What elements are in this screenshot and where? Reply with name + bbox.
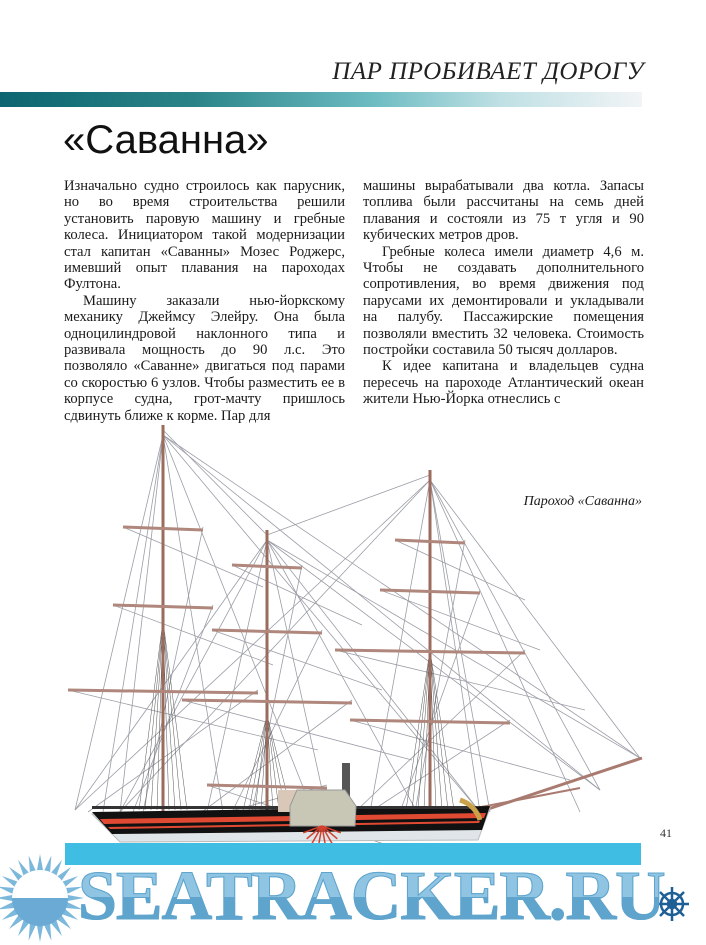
shroud [151,620,163,810]
shroud [412,650,430,810]
shroud [418,650,430,810]
yard [232,565,302,568]
sun-ray [37,924,44,942]
yard [182,700,352,703]
paragraph: Изначально судно строилось как парусник, но во время строительства решили установить паровую машину и гребные колеса. Инициатором такой модернизации стал капитан «Саванны» Мозес Роджерс, имевший опыт плавания на пароходах Фултона. [64,178,345,293]
yard [395,540,465,543]
shroud [145,620,163,810]
yard [207,785,327,788]
yard [212,630,322,633]
page-number: 41 [660,826,672,840]
paragraph: К идее капитана и владельцев судна пересечь на пароходе Атлантический океан жители Нью-Йорка отнеслись с [363,358,644,408]
section-title: ПАР ПРОБИВАЕТ ДОРОГУ [332,58,644,85]
figure-caption: Пароход «Саванна» [523,494,642,509]
watermark-text: SEATRACKER.RU [78,858,665,935]
yard [350,720,510,723]
shroud [163,620,187,810]
bowsprit [470,758,642,815]
paddle-box [290,790,356,826]
shroud [406,650,430,810]
paragraph: Машину заказали нью-йоркскому механику Джеймсу Элейру. Она была одноцилиндровой наклонного типа и развивала мощность до 90 л.с. Это позволяло «Саванне» двигаться под парами со скоростью 6 узлов. Чтобы разместить ее в корпусе судна, грот-мачту пришлось сдвинуть ближе к корме. Пар для [64,292,345,424]
yard [113,605,213,608]
paragraph: Гребные колеса имели диаметр 4,6 м. Чтобы не создавать дополнительного сопротивления, во время движения под парусами их демонтировали и укладывали на палубу. Пассажирские помещения позволяли вместить 32 человека. Стоимость постройки составила 50 тысяч долларов. [363,243,644,359]
rigging [68,430,640,845]
paragraph: машины вырабатывали два котла. Запасы топлива были рассчитаны на семь дней плавания и состояли из 75 т угля и 90 кубических метров дров. [363,178,644,244]
shroud [163,620,181,810]
article-title: «Саванна» [63,118,269,162]
yard [123,527,203,530]
sun-ray [37,854,44,872]
yard [68,690,258,693]
shroud [430,650,454,810]
yard [335,650,525,653]
shroud [249,715,267,810]
sun-disc-top [12,870,68,898]
